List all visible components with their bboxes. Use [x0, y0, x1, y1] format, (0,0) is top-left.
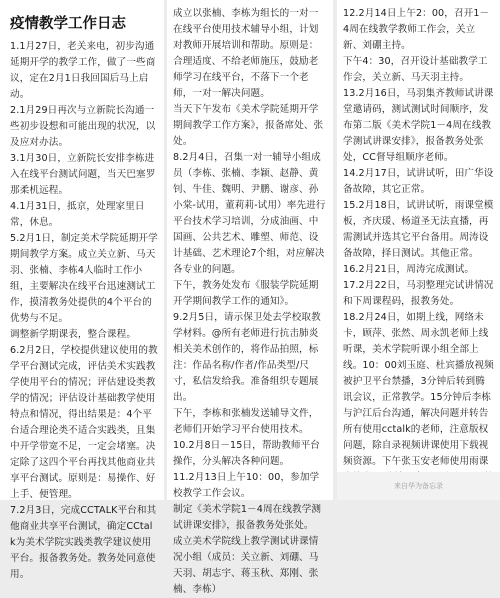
paragraph: 下午，教务处发布《服装学院延期开学期间教学工作的通知》。 — [173, 280, 319, 307]
paragraph: 4.1月31日，抵京，处理家里日常，休息。 — [10, 201, 145, 228]
paragraph: 制定《美术学院1－4周在线教学测试讲课安排》，报备教务处张处。 — [173, 504, 322, 531]
paragraph: 15.2月18日，试讲试听，雨课堂模板，齐庆瑗、杨道圣无法直播，再需测试并选其它平台备用。周涛设备故障，择日测试。其他正常。 — [343, 200, 494, 259]
paragraph: 12.2月14日上午2：00，召开1－4周在线教学教师工作会，关立新、刘硼主持。 — [343, 8, 490, 51]
paragraph: 10.2月8日－15日，帮助教师平台操作，分头解决各种问题。 — [173, 440, 321, 467]
paragraph: 18.2月24日，如期上线，网络未卡，顾萍、张然、周永凯老师上线听课，美术学院听课小组全部上线。10：00刘玉庭、杜宾播放视频被护卫平台禁播，3分钟后转到腾讯会议，正常教学。15分钟后李栋与沪江后台沟通，解决问题并转告所有使用cctalk的老师，注意版权问题，除自录视频讲课使用下载视频资源。下午张玉安老师使用雨课 — [343, 312, 494, 467]
paragraph: 当天下午发布《美术学院延期开学期间教学工作方案》，报备席处、张处。 — [173, 104, 324, 147]
document-title: 疫情教学工作日志 — [10, 16, 126, 32]
column-1-paragraphs — [6, 39, 158, 583]
paragraph: 9.2月5日，请示保卫处去学校取教学材料。@所有老师进行抗击肺炎相关美术创作的，将作品拍照，标注：作品名称/作者/作品类型/尺寸，私信发给我。准备组织专题展出。 — [173, 312, 321, 403]
paragraph: 1.1月27日，老关来电，初步沟通延期开学的教学工作，做了一些商议，定在2月1日我回国后马上启动。 — [10, 41, 156, 100]
document-column-1 — [0, 0, 164, 580]
paragraph: 16.2月21日，周涛完成测试。 — [343, 264, 475, 275]
paragraph: 7.2月3日，完成CCTALK平台和其他商业共享平台测试，确定CCtalk为美术学院实践类教学建议使用平台。报备教务处。教务处同意使用。 — [10, 505, 157, 580]
paragraph: 下午，李栋和张楠发送辅导文件，老师们开始学习平台使用技术。 — [173, 408, 319, 435]
paragraph: 5.2月1日，制定美术学院延期开学期间教学方案。成立关立新、马天羽、张楠、李栋4人临时工作小组，主要解决在线平台迅速测试工作，摸清教务处提供的4个平台的优势与不足。 — [10, 233, 158, 324]
paragraph: 调整新学期课表，整合课程。 — [10, 329, 137, 340]
document-column-2 — [167, 0, 333, 595]
paragraph: 3.1月30日，立新院长安排李栋进入在线平台测试问题，当天巴塞罗那柔机远程。 — [10, 153, 156, 196]
paragraph: 14.2月17日，试讲试听，田广华设备故障，其它正常。 — [343, 168, 494, 195]
paragraph: 下午4：30，召开设计基础教学工作会，关立新、马天羽主持。 — [343, 56, 488, 83]
paragraph: 2.1月29日再次与立新院长沟通一些初步设想和可能出现的状况，以及应对办法。 — [10, 105, 156, 148]
paragraph: 成立以张楠、李栋为组长的一对一在线平台使用技术辅导小组，计划对教师开展培训和帮助。原则是：合理适度、不给老师施压，鼓励老师学习在线平台，不落下一个老师，一对一解决问题。 — [173, 8, 319, 99]
column-2-paragraphs — [173, 6, 327, 598]
paragraph: 11.2月13日上午10：00，参加学校教学工作会议。 — [173, 472, 320, 499]
paragraph: 13.2月16日，马羽集齐教师试讲课堂邀请码，测试测试时间顺序，发布第二版《美术学院1－4周在线教学测试讲课安排》，报备教务处张处，CC督导组顺序老师。 — [343, 88, 494, 163]
paragraph: 成立美术学院线上教学测试讲课情况小组（成员：关立新、刘硼、马天羽、胡志宇、蒋玉秋、郑刚、张楠、李栋） — [173, 536, 319, 595]
paragraph: 17.2月22日，马羽整理完试讲情况和下周课程码，报教务处。 — [343, 280, 494, 307]
footer-note: 来自华为备忘录 — [337, 472, 500, 500]
paragraph: 6.2月2日，学校提供建议使用的教学平台测试完成，评估美术实践教学使用平台的情况；评估建设类教学的情况；评估设计基础教学使用特点和情况，得出结果是：4个平台适合理论类不适合实践类，且集中开学带宽不足，一定会堵塞。决定除了这四个平台再找其他商业共享平台测试。原则是：易操作、好上手、便管理。 — [10, 345, 158, 500]
column-3-paragraphs — [343, 6, 494, 502]
paragraph: 8.2月4日，召集一对一辅导小组成员（李栋、张楠、李颖、赵静、黄钊、牛佳、魏明、尹鹏、谢彦、孙小棠-试用，董莉莉-试用）率先进行平台技术学习培训，分成油画、中国画、公共艺术、雕塑、师范、设计基础、艺术理论7个组，对应解决各专业的问题。 — [173, 152, 326, 275]
document-column-3 — [337, 0, 500, 500]
